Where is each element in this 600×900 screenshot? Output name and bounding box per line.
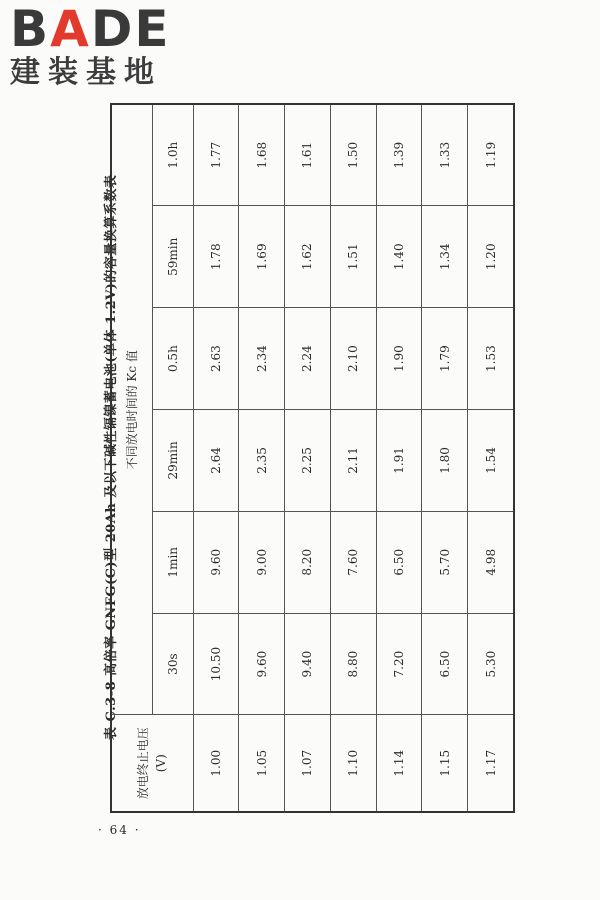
kc-value-cell: 9.60	[239, 613, 285, 715]
kc-value-cell: 1.68	[239, 104, 285, 206]
voltage-cell: 1.00	[193, 715, 239, 812]
kc-value-cell: 8.80	[330, 613, 376, 715]
kc-value-cell: 1.34	[422, 206, 468, 308]
kc-value-cell: 1.69	[239, 206, 285, 308]
kc-value-cell: 7.60	[330, 511, 376, 613]
kc-value-cell: 5.30	[468, 613, 514, 715]
kc-value-cell: 1.79	[422, 308, 468, 410]
kc-value-cell: 1.80	[422, 410, 468, 512]
kc-value-cell: 1.19	[468, 104, 514, 206]
kc-value-cell: 10.50	[193, 613, 239, 715]
corner-header: 放电终止电压 (V)	[111, 715, 193, 812]
voltage-cell: 1.10	[330, 715, 376, 812]
kc-value-cell: 6.50	[422, 613, 468, 715]
kc-value-cell: 1.33	[422, 104, 468, 206]
kc-value-cell: 1.91	[376, 410, 422, 512]
kc-value-cell: 7.20	[376, 613, 422, 715]
kc-value-cell: 1.20	[468, 206, 514, 308]
table-row	[376, 104, 422, 812]
column-header: 1min	[152, 511, 193, 613]
table-row	[330, 104, 376, 812]
kc-value-cell: 1.54	[468, 410, 514, 512]
column-header: 29min	[152, 410, 193, 512]
kc-value-cell: 2.11	[330, 410, 376, 512]
page-number: · 64 ·	[98, 823, 141, 837]
kc-value-cell: 1.53	[468, 308, 514, 410]
kc-value-cell: 9.60	[193, 511, 239, 613]
kc-value-cell: 9.40	[285, 613, 331, 715]
capacity-coefficient-table	[110, 103, 515, 813]
kc-value-cell: 1.39	[376, 104, 422, 206]
logo-subtitle: 建装基地	[10, 55, 162, 90]
table-row	[239, 104, 285, 812]
kc-value-cell: 6.50	[376, 511, 422, 613]
kc-value-cell: 1.77	[193, 104, 239, 206]
kc-value-cell: 2.35	[239, 410, 285, 512]
bade-logo	[10, 0, 180, 90]
kc-value-cell: 2.24	[285, 308, 331, 410]
kc-value-cell: 1.61	[285, 104, 331, 206]
kc-value-cell: 2.63	[193, 308, 239, 410]
table-row	[285, 104, 331, 812]
kc-value-cell: 1.50	[330, 104, 376, 206]
table-row	[468, 104, 514, 812]
kc-value-cell: 2.34	[239, 308, 285, 410]
kc-value-cell: 1.51	[330, 206, 376, 308]
column-header: 1.0h	[152, 104, 193, 206]
kc-value-cell: 2.64	[193, 410, 239, 512]
kc-value-cell: 8.20	[285, 511, 331, 613]
kc-value-cell: 5.70	[422, 511, 468, 613]
kc-value-cell: 1.90	[376, 308, 422, 410]
logo-wordmark: BADE	[10, 0, 171, 58]
voltage-cell: 1.17	[468, 715, 514, 812]
kc-value-cell: 1.78	[193, 206, 239, 308]
kc-value-cell: 2.25	[285, 410, 331, 512]
column-header: 0.5h	[152, 308, 193, 410]
table-row	[193, 104, 239, 812]
kc-value-cell: 9.00	[239, 511, 285, 613]
voltage-cell: 1.14	[376, 715, 422, 812]
column-header: 59min	[152, 206, 193, 308]
voltage-cell: 1.15	[422, 715, 468, 812]
group-header: 不同放电时间的 Kc 值	[111, 104, 152, 715]
table-row	[422, 104, 468, 812]
kc-value-cell: 1.40	[376, 206, 422, 308]
kc-value-cell: 2.10	[330, 308, 376, 410]
kc-value-cell: 1.62	[285, 206, 331, 308]
voltage-cell: 1.05	[239, 715, 285, 812]
table-caption: 表 C.3-8 高倍率 GNFG(C)型 20Ah 及以下碱性镉镍蓄电池(单体 1.2V)的容量换算系数表	[104, 174, 119, 740]
kc-value-cell: 4.98	[468, 511, 514, 613]
voltage-cell: 1.07	[285, 715, 331, 812]
column-header: 30s	[152, 613, 193, 715]
